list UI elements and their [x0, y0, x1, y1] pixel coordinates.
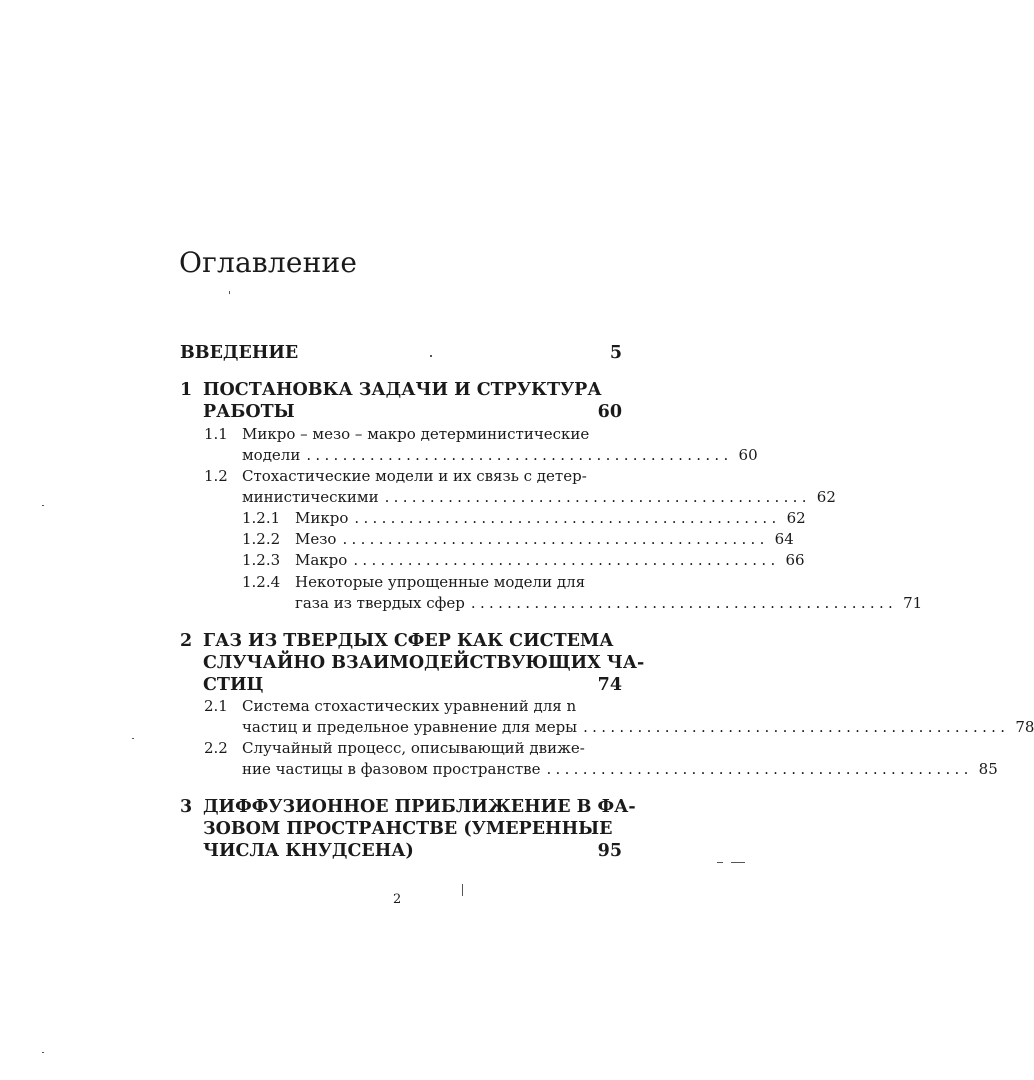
leader-dots: ............................................... — [354, 509, 781, 527]
subsection-page: 62 — [786, 509, 806, 527]
toc-section-1-1-line2[interactable] — [242, 446, 758, 464]
leader-dots: ............................................... — [583, 718, 1010, 736]
toc-section-2-1-line1[interactable] — [204, 697, 622, 715]
subsection-number: 1.2.3 — [242, 551, 281, 569]
chapter-title: ГАЗ ИЗ ТВЕРДЫХ СФЕР КАК СИСТЕМА — [203, 631, 614, 651]
section-page: 78 — [1015, 718, 1034, 736]
section-title: Микро – мезо – макро детерминистические — [242, 425, 590, 443]
leader-dots: ............................................... — [470, 594, 898, 612]
section-page: 85 — [978, 760, 998, 778]
section-title: Стохастические модели и их связь с детер- — [242, 467, 587, 485]
leader-dots: ............................................... — [546, 760, 973, 778]
toc-section-2-2-line1[interactable] — [204, 739, 622, 757]
toc-subsection-1-2-2[interactable] — [242, 530, 794, 548]
subsection-number: 1.2.4 — [242, 573, 281, 591]
page-number: 2 — [393, 892, 402, 907]
chapter-title-cont: РАБОТЫ — [203, 402, 295, 422]
section-number: 1.1 — [204, 425, 228, 443]
subsection-title: Мезо — [295, 530, 337, 548]
section-page: 60 — [738, 446, 758, 464]
chapter-title-cont: ЗОВОМ ПРОСТРАНСТВЕ (УМЕРЕННЫЕ — [203, 819, 613, 839]
chapter-title-cont: СТИЦ — [203, 675, 264, 695]
toc-section-1-2-line1[interactable] — [204, 467, 622, 485]
section-title-cont: министическими — [242, 488, 379, 506]
chapter-page: 74 — [597, 675, 622, 695]
toc-subsection-1-2-1[interactable] — [242, 509, 806, 527]
leader-dots: ............................................... — [342, 530, 769, 548]
chapter-title: ПОСТАНОВКА ЗАДАЧИ И СТРУКТУРА — [203, 380, 602, 400]
scan-speck — [42, 1052, 44, 1053]
subsection-number: 1.2.2 — [242, 530, 281, 548]
subsection-title: Некоторые упрощенные модели для — [295, 573, 586, 591]
toc-chapter-1-line2[interactable] — [203, 402, 622, 422]
chapter-number: 3 — [180, 797, 193, 817]
chapter-title-cont: СЛУЧАЙНО ВЗАИМОДЕЙСТВУЮЩИХ ЧА- — [203, 653, 645, 673]
subsection-title: Макро — [295, 551, 348, 569]
leader-dots: ............................................... — [306, 446, 733, 464]
toc-chapter-3-line1[interactable] — [180, 797, 636, 817]
toc-chapter-1-line1[interactable] — [180, 380, 622, 400]
chapter-title: ДИФФУЗИОННОЕ ПРИБЛИЖЕНИЕ В ФА- — [203, 797, 636, 817]
subsection-title-cont: газа из твердых сфер — [295, 594, 465, 612]
chapter-title-cont: ЧИСЛА КНУДСЕНА) — [203, 841, 414, 861]
leader-dots: ............................................... — [384, 488, 811, 506]
toc-section-1-2-line2[interactable] — [242, 488, 836, 506]
entry-label: ВВЕДЕНИЕ — [180, 343, 299, 363]
toc-chapter-3-line3[interactable] — [203, 841, 622, 861]
subsection-title: Микро — [295, 509, 349, 527]
toc-entry-intro[interactable] — [180, 343, 622, 363]
toc-chapter-2-line1[interactable] — [180, 631, 622, 651]
leader-dots: ............................................... — [353, 551, 780, 569]
section-page: 62 — [816, 488, 836, 506]
section-title-cont: частиц и предельное уравнение для меры — [242, 718, 578, 736]
toc-chapter-2-line3[interactable] — [203, 675, 622, 695]
section-title: Система стохастических уравнений для n — [242, 697, 577, 715]
scan-speck — [132, 738, 134, 739]
entry-page: 5 — [609, 343, 622, 363]
scan-speck — [731, 862, 745, 863]
chapter-page: 60 — [597, 402, 622, 422]
section-number: 2.2 — [204, 739, 228, 757]
subsection-page: 66 — [785, 551, 805, 569]
chapter-number: 2 — [180, 631, 193, 651]
scan-speck — [229, 291, 230, 294]
section-title-cont: ние частицы в фазовом пространстве — [242, 760, 541, 778]
section-number: 2.1 — [204, 697, 228, 715]
page-title: Оглавление — [179, 246, 358, 279]
toc-section-1-1-line1[interactable] — [204, 425, 622, 443]
section-title: Случайный процесс, описывающий движе- — [242, 739, 585, 757]
subsection-number: 1.2.1 — [242, 509, 281, 527]
chapter-page: 95 — [597, 841, 622, 861]
section-number: 1.2 — [204, 467, 228, 485]
toc-subsection-1-2-3[interactable] — [242, 551, 805, 569]
subsection-page: 64 — [774, 530, 794, 548]
toc-subsection-1-2-4-line2[interactable] — [295, 594, 923, 612]
scan-speck — [462, 884, 463, 896]
scan-speck — [717, 862, 723, 863]
scan-speck — [430, 355, 432, 357]
toc-section-2-2-line2[interactable] — [242, 760, 998, 778]
toc-chapter-2-line2[interactable] — [203, 653, 645, 673]
chapter-number: 1 — [180, 380, 193, 400]
toc-section-2-1-line2[interactable] — [242, 718, 1034, 736]
section-title-cont: модели — [242, 446, 301, 464]
toc-subsection-1-2-4-line1[interactable] — [242, 573, 622, 591]
toc-chapter-3-line2[interactable] — [203, 819, 622, 839]
scan-speck — [42, 505, 44, 506]
subsection-page: 71 — [903, 594, 923, 612]
